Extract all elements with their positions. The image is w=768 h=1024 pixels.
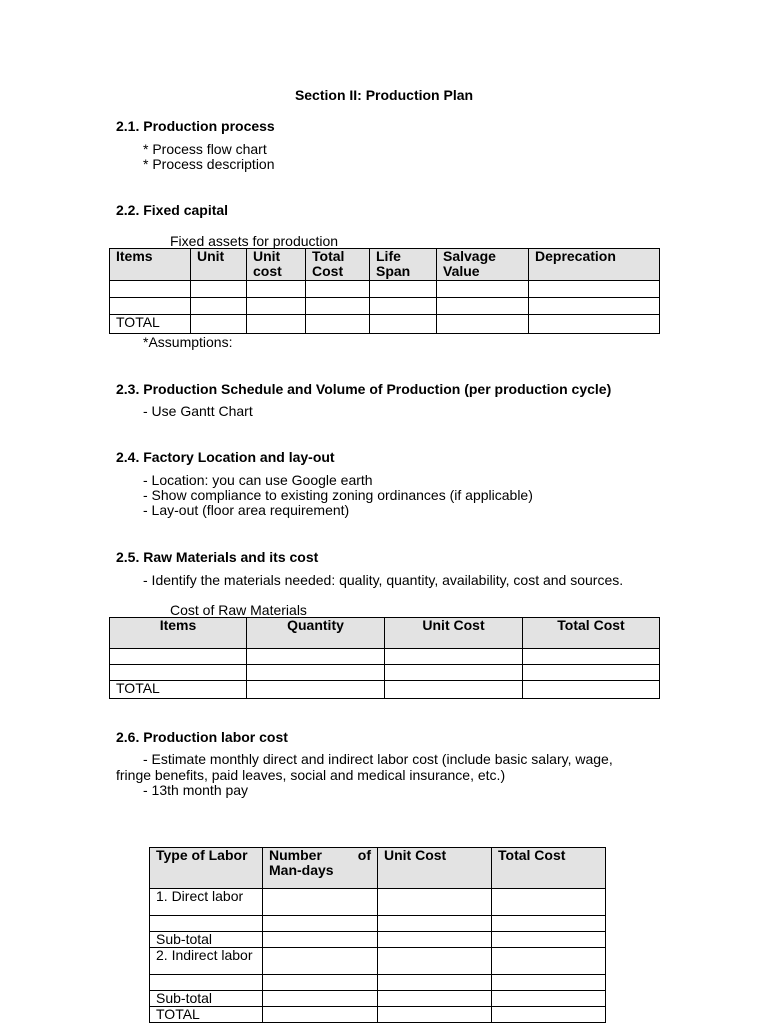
table-total-row xyxy=(150,1007,606,1023)
section-2-2-heading: 2.2. Fixed capital xyxy=(116,202,229,218)
raw-materials-table xyxy=(109,617,660,699)
column-header: Unit Cost xyxy=(385,618,523,649)
column-header: Unit xyxy=(191,249,247,281)
table-row xyxy=(150,889,606,916)
column-header: Unit Cost xyxy=(378,848,492,889)
list-item: - Use Gantt Chart xyxy=(143,403,253,419)
table-total-row xyxy=(110,681,660,699)
labor-cost-table xyxy=(149,847,606,1023)
section-2-4-heading: 2.4. Factory Location and lay-out xyxy=(116,449,335,465)
section-2-3-heading: 2.3. Production Schedule and Volume of Production (per production cycle) xyxy=(116,381,612,397)
total-label: TOTAL xyxy=(110,681,247,699)
table-row xyxy=(150,975,606,991)
table-row xyxy=(150,916,606,932)
labor-type-cell xyxy=(150,916,263,932)
column-header: Total Cost xyxy=(492,848,606,889)
column-header: Quantity xyxy=(247,618,385,649)
column-header: Life Span xyxy=(370,249,437,281)
column-header: Items xyxy=(110,618,247,649)
table-row xyxy=(110,281,660,298)
column-header-part: of xyxy=(357,847,371,863)
list-item: - 13th month pay xyxy=(143,782,249,798)
table-row xyxy=(110,665,660,681)
table-row xyxy=(110,649,660,665)
section-2-5-heading: 2.5. Raw Materials and its cost xyxy=(116,549,319,565)
column-header: Deprecation xyxy=(529,249,660,281)
column-header: Items xyxy=(110,249,191,281)
column-header-part: Number xyxy=(269,847,322,863)
column-header-part: Man-days xyxy=(269,862,334,878)
column-header: Salvage Value xyxy=(437,249,529,281)
labor-type-cell: 1. Direct labor xyxy=(150,889,263,916)
list-item: * Process description xyxy=(143,156,275,172)
list-item: - Lay-out (floor area requirement) xyxy=(143,502,350,518)
table-row xyxy=(110,298,660,315)
list-item: - Identify the materials needed: quality, quantity, availability, cost and sources. xyxy=(143,572,624,588)
labor-type-cell: TOTAL xyxy=(150,1007,263,1023)
list-item: - Location: you can use Google earth xyxy=(143,472,373,488)
labor-type-cell xyxy=(150,975,263,991)
labor-type-cell: Sub-total xyxy=(150,991,263,1007)
assumptions-note: *Assumptions: xyxy=(143,334,233,350)
table-header-row xyxy=(150,848,606,889)
table-header-row xyxy=(110,249,660,281)
table-row xyxy=(150,932,606,948)
column-header: Total Cost xyxy=(523,618,660,649)
column-header xyxy=(263,848,378,889)
table-caption: Fixed assets for production xyxy=(170,233,339,249)
table-caption: Cost of Raw Materials xyxy=(170,602,307,618)
list-item: - Show compliance to existing zoning ordinances (if applicable) xyxy=(143,487,533,503)
total-label: TOTAL xyxy=(110,315,191,334)
table-header-row xyxy=(110,618,660,649)
paragraph-line: - Estimate monthly direct and indirect labor cost (include basic salary, wage, xyxy=(143,751,613,767)
column-header: Total Cost xyxy=(306,249,370,281)
table-total-row xyxy=(110,315,660,334)
column-header: Unit cost xyxy=(247,249,306,281)
paragraph-line: fringe benefits, paid leaves, social and medical insurance, etc.) xyxy=(116,767,506,783)
table-row xyxy=(150,991,606,1007)
fixed-assets-table xyxy=(109,248,660,334)
column-header: Type of Labor xyxy=(150,848,263,889)
section-2-1-heading: 2.1. Production process xyxy=(116,118,275,134)
section-2-6-heading: 2.6. Production labor cost xyxy=(116,729,288,745)
labor-type-cell: Sub-total xyxy=(150,932,263,948)
labor-type-cell: 2. Indirect labor xyxy=(150,948,263,975)
page-title: Section II: Production Plan xyxy=(294,87,474,103)
table-row xyxy=(150,948,606,975)
list-item: * Process flow chart xyxy=(143,141,267,157)
